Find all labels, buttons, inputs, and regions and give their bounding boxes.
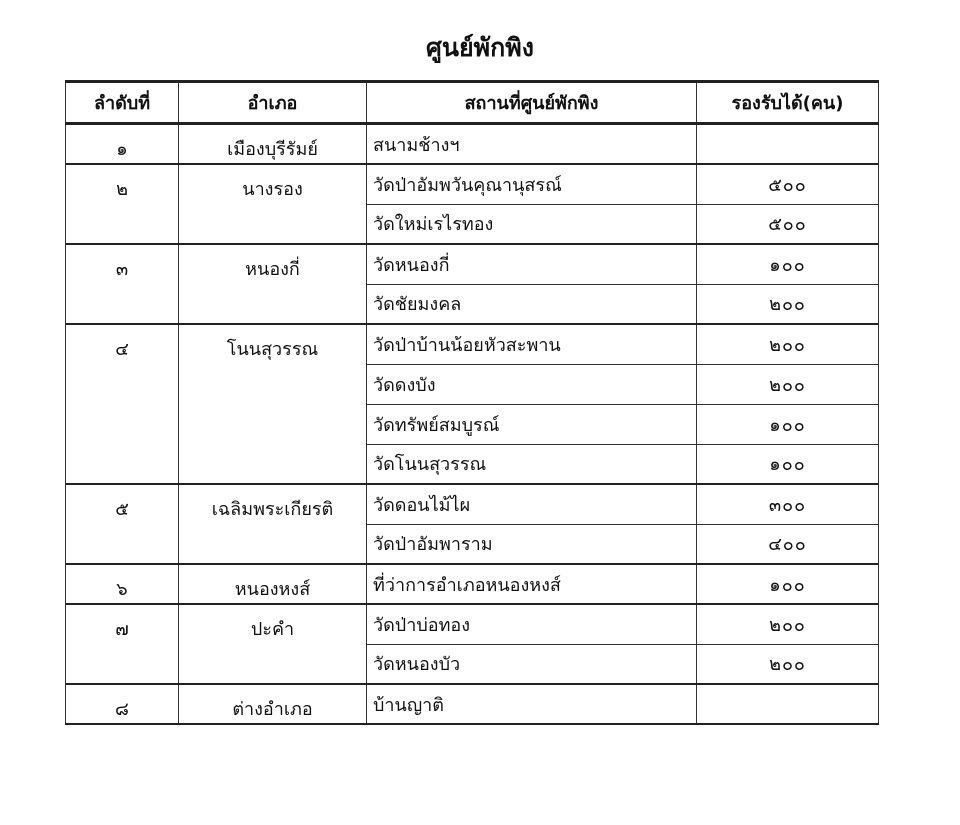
cell-district: เมืองบุรีรัมย์ xyxy=(179,124,367,165)
header-place: สถานที่ศูนย์พักพิง xyxy=(367,82,697,124)
cell-capacity xyxy=(697,684,879,724)
cell-place: บ้านญาติ xyxy=(367,684,697,724)
cell-capacity: ๔๐๐ xyxy=(697,524,879,564)
cell-district: ปะคำ xyxy=(179,604,367,684)
table-header-row xyxy=(66,82,879,124)
page-title: ศูนย์พักพิง xyxy=(426,33,534,62)
cell-no: ๔ xyxy=(66,324,179,484)
cell-capacity: ๓๐๐ xyxy=(697,484,879,524)
cell-capacity: ๒๐๐ xyxy=(697,644,879,684)
cell-no: ๑ xyxy=(66,124,179,165)
header-no: ลำดับที่ xyxy=(66,82,179,124)
cell-capacity: ๕๐๐ xyxy=(697,204,879,244)
header-capacity: รองรับได้(คน) xyxy=(697,82,879,124)
table-body xyxy=(66,124,879,725)
cell-capacity: ๑๐๐ xyxy=(697,564,879,604)
cell-no: ๘ xyxy=(66,684,179,724)
cell-capacity: ๕๐๐ xyxy=(697,164,879,204)
cell-place: วัดหนองบัว xyxy=(367,644,697,684)
cell-place: วัดดงบัง xyxy=(367,364,697,404)
cell-place: สนามช้างฯ xyxy=(367,124,697,165)
table-row xyxy=(66,604,879,644)
cell-place: วัดทรัพย์สมบูรณ์ xyxy=(367,404,697,444)
header-district: อำเภอ xyxy=(179,82,367,124)
cell-capacity: ๒๐๐ xyxy=(697,604,879,644)
cell-capacity: ๒๐๐ xyxy=(697,284,879,324)
cell-district: หนองหงส์ xyxy=(179,564,367,604)
cell-no: ๓ xyxy=(66,244,179,324)
cell-place: วัดดอนไม้ไผ xyxy=(367,484,697,524)
cell-place: วัดหนองกี่ xyxy=(367,244,697,284)
table-row xyxy=(66,564,879,604)
cell-capacity: ๑๐๐ xyxy=(697,404,879,444)
table-row xyxy=(66,684,879,724)
cell-district: เฉลิมพระเกียรติ xyxy=(179,484,367,564)
cell-place: วัดป่าอัมพาราม xyxy=(367,524,697,564)
cell-no: ๒ xyxy=(66,164,179,244)
cell-district: นางรอง xyxy=(179,164,367,244)
cell-place: วัดโนนสุวรรณ xyxy=(367,444,697,484)
cell-capacity xyxy=(697,124,879,165)
table-row xyxy=(66,164,879,204)
cell-place: วัดชัยมงคล xyxy=(367,284,697,324)
cell-place: วัดใหม่เรไรทอง xyxy=(367,204,697,244)
cell-place: วัดป่าบ่อทอง xyxy=(367,604,697,644)
cell-place: ที่ว่าการอำเภอหนองหงส์ xyxy=(367,564,697,604)
cell-no: ๗ xyxy=(66,604,179,684)
cell-place: วัดป่าบ้านน้อยหัวสะพาน xyxy=(367,324,697,364)
shelter-table xyxy=(65,80,879,725)
table-row xyxy=(66,484,879,524)
cell-district: หนองกี่ xyxy=(179,244,367,324)
cell-place: วัดป่าอัมพวันคุณานุสรณ์ xyxy=(367,164,697,204)
table-row xyxy=(66,124,879,165)
cell-district: ต่างอำเภอ xyxy=(179,684,367,724)
cell-capacity: ๑๐๐ xyxy=(697,244,879,284)
cell-capacity: ๒๐๐ xyxy=(697,364,879,404)
cell-no: ๕ xyxy=(66,484,179,564)
table-row xyxy=(66,244,879,284)
cell-capacity: ๒๐๐ xyxy=(697,324,879,364)
cell-district: โนนสุวรรณ xyxy=(179,324,367,484)
table-row xyxy=(66,324,879,364)
cell-no: ๖ xyxy=(66,564,179,604)
cell-capacity: ๑๐๐ xyxy=(697,444,879,484)
